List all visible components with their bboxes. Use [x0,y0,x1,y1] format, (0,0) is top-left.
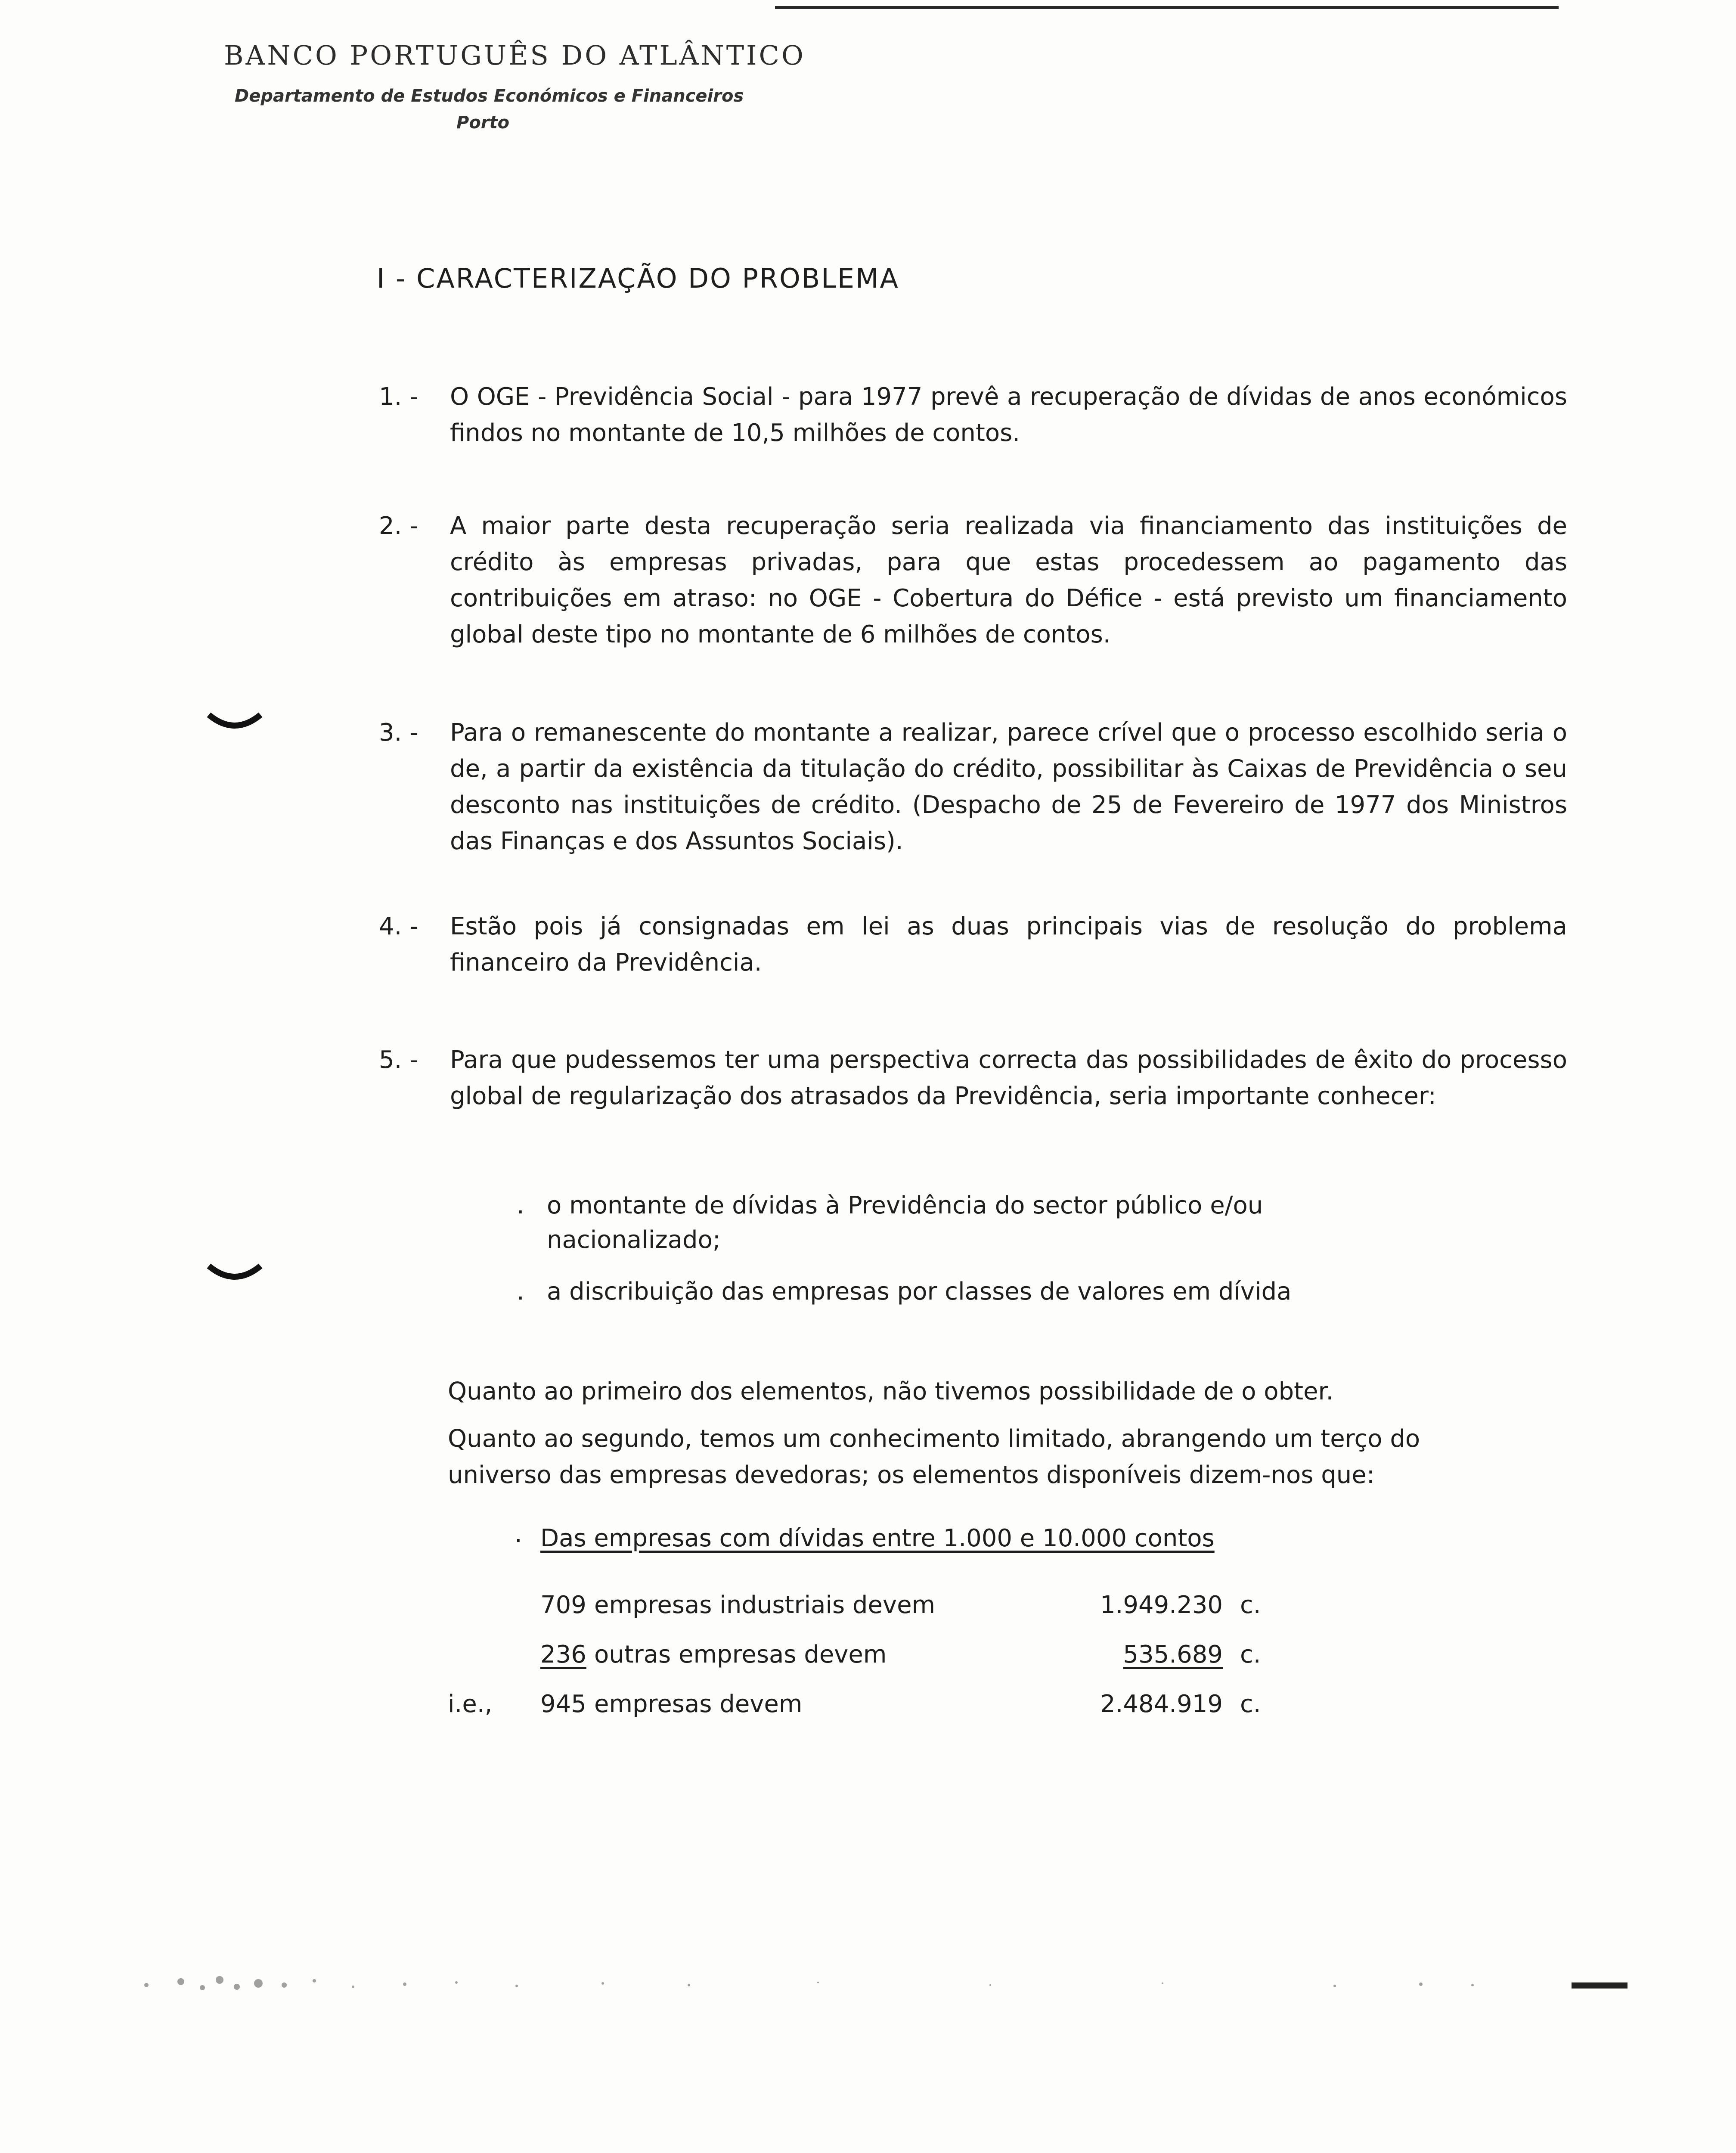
bullet-dot: . [517,1191,524,1219]
letterhead-city: Porto [456,113,510,133]
item-number: 3. - [379,719,418,747]
item-1 [379,379,1567,451]
bullet-dot: . [517,1278,524,1306]
paragraph-second-element: Quanto ao segundo, temos um conhecimento limitado, abrangendo um terço do universo das empresas devedoras; os elementos disponíveis dizem-nos que: [448,1425,1420,1489]
table-row-label: empresas devem [594,1690,803,1718]
letterhead-department: Departamento de Estudos Económicos e Financeiros [235,86,744,106]
letterhead-bank-name: BANCO PORTUGUÊS DO ATLÂNTICO [224,40,806,71]
item-3 [379,715,1567,859]
item-number: 1. - [379,383,418,411]
scan-noise-strip [129,1972,1636,1998]
item-4 [379,909,1567,981]
binder-mark-icon [207,710,263,736]
table-row-count: 236 [540,1641,586,1669]
table-row-label: empresas industriais devem [594,1591,936,1619]
bullet-text: a discribuição das empresas por classes de valores em dívida [547,1278,1292,1306]
item-number: 4. - [379,912,418,940]
table-row-count: 709 [540,1591,586,1619]
table-row-value: 535.689 [1123,1641,1223,1669]
table-bullet: . [515,1520,522,1548]
table-row-unit: c. [1240,1591,1261,1619]
item-number: 2. - [379,512,418,540]
item-2 [379,508,1567,653]
table-row-unit: c. [1240,1641,1261,1669]
table-row-label: outras empresas devem [594,1641,887,1669]
table-caption: Das empresas com dívidas entre 1.000 e 10.000 contos [540,1524,1215,1552]
bullet-item [517,1188,1292,1257]
table-row-prefix: i.e., [448,1690,493,1718]
item-5 [379,1042,1567,1114]
item-text: Para o remanescente do montante a realizar, parece crível que o processo escolhido seria o de, a partir da existência da titulação do crédito, possibilitar às Caixas de Previdência o seu desconto nas instituições de crédito. (Despacho de 25 de Fevereiro de 1977 dos Ministros das Finanças e dos Assuntos Sociais). [450,719,1567,855]
table-row-value: 1.949.230 [1100,1591,1223,1619]
item-text: A maior parte desta recuperação seria realizada via financiamento das instituições de crédito às empresas privadas, para que estas procedessem ao pagamento das contribuições em atraso: no OGE - Cobertura do Défice - está previsto um financiamento global deste tipo no montante de 6 milhões de contos. [450,512,1567,648]
table-row-value: 2.484.919 [1100,1690,1223,1718]
table-row-unit: c. [1240,1690,1261,1718]
section-heading: I - CARACTERIZAÇÃO DO PROBLEMA [377,263,899,294]
scan-top-rule [775,6,1559,9]
paragraph-first-element: Quanto ao primeiro dos elementos, não tivemos possibilidade de o obter. [448,1377,1334,1405]
item-number: 5. - [379,1046,418,1074]
binder-mark-icon [207,1262,263,1287]
table-row-count: 945 [540,1690,586,1718]
item-text: Estão pois já consignadas em lei as duas principais vias de resolução do problema financeiro da Previdência. [450,912,1567,977]
item-text: O OGE - Previdência Social - para 1977 prevê a recuperação de dívidas de anos económicos findos no montante de 10,5 milhões de contos. [450,383,1567,447]
item-text: Para que pudessemos ter uma perspectiva correcta das possibilidades de êxito do processo global de regularização dos atrasados da Previdência, seria importante conhecer: [450,1046,1567,1110]
bullet-text: o montante de dívidas à Previdência do sector público e/ou nacionalizado; [547,1191,1263,1254]
bullet-item [517,1275,1292,1309]
